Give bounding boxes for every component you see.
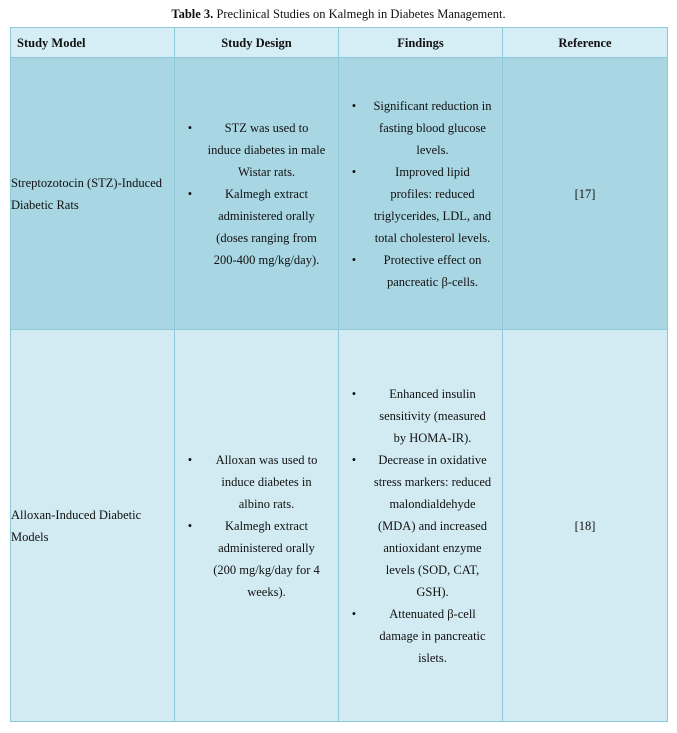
bullet-icon: • <box>351 164 357 179</box>
bullet-icon: • <box>187 186 193 201</box>
bullet-icon: • <box>187 452 193 467</box>
header-study-design: Study Design <box>175 28 339 58</box>
reference-cell: [18] <box>503 330 668 722</box>
finding-text: Enhanced insulin sensitivity (measured by HOMA-IR). <box>379 386 486 445</box>
list-item <box>339 383 502 449</box>
bullet-icon: • <box>351 386 357 401</box>
study-design-cell <box>175 330 339 722</box>
list-item <box>339 449 502 603</box>
header-row <box>11 28 668 58</box>
list-item <box>175 515 338 603</box>
studies-table <box>10 27 668 722</box>
finding-text: Decrease in oxidative stress markers: reduced malondialdehyde (MDA) and increased antioxidant enzyme levels (SOD, CAT, GSH). <box>373 452 492 599</box>
table-row <box>11 330 668 722</box>
bullet-icon: • <box>187 518 193 533</box>
list-item <box>175 449 338 515</box>
study-model-cell: Streptozotocin (STZ)-Induced Diabetic Rats <box>11 58 175 330</box>
list-item <box>339 603 502 669</box>
bullet-icon: • <box>351 252 357 267</box>
bullet-icon: • <box>351 452 357 467</box>
list-item <box>339 249 502 293</box>
bullet-icon: • <box>351 606 357 621</box>
findings-cell <box>339 330 503 722</box>
header-findings: Findings <box>339 28 503 58</box>
finding-text: Attenuated β-cell damage in pancreatic islets. <box>379 606 486 665</box>
table-caption-label: Table 3. <box>171 7 214 21</box>
table-row <box>11 58 668 330</box>
bullet-icon: • <box>351 98 357 113</box>
reference-cell: [17] <box>503 58 668 330</box>
list-item <box>339 161 502 249</box>
study-design-cell <box>175 58 339 330</box>
design-text: Kalmegh extract administered orally (doses ranging from 200-400 mg/kg/day). <box>213 186 320 267</box>
list-item <box>175 183 338 271</box>
design-text: Kalmegh extract administered orally (200 mg/kg/day for 4 weeks). <box>213 518 320 599</box>
findings-cell <box>339 58 503 330</box>
finding-text: Protective effect on pancreatic β-cells. <box>383 252 482 289</box>
list-item <box>339 95 502 161</box>
finding-text: Improved lipid profiles: reduced triglycerides, LDL, and total cholesterol levels. <box>373 164 492 245</box>
study-model-cell: Alloxan-Induced Diabetic Models <box>11 330 175 722</box>
finding-text: Significant reduction in fasting blood glucose levels. <box>373 98 492 157</box>
table-caption-text: Preclinical Studies on Kalmegh in Diabetes Management. <box>213 7 506 21</box>
bullet-icon: • <box>187 120 193 135</box>
list-item <box>175 117 338 183</box>
design-text: Alloxan was used to induce diabetes in albino rats. <box>215 452 318 511</box>
header-reference: Reference <box>503 28 668 58</box>
header-study-model: Study Model <box>11 28 175 58</box>
design-text: STZ was used to induce diabetes in male Wistar rats. <box>207 120 326 179</box>
table-caption <box>0 6 677 22</box>
